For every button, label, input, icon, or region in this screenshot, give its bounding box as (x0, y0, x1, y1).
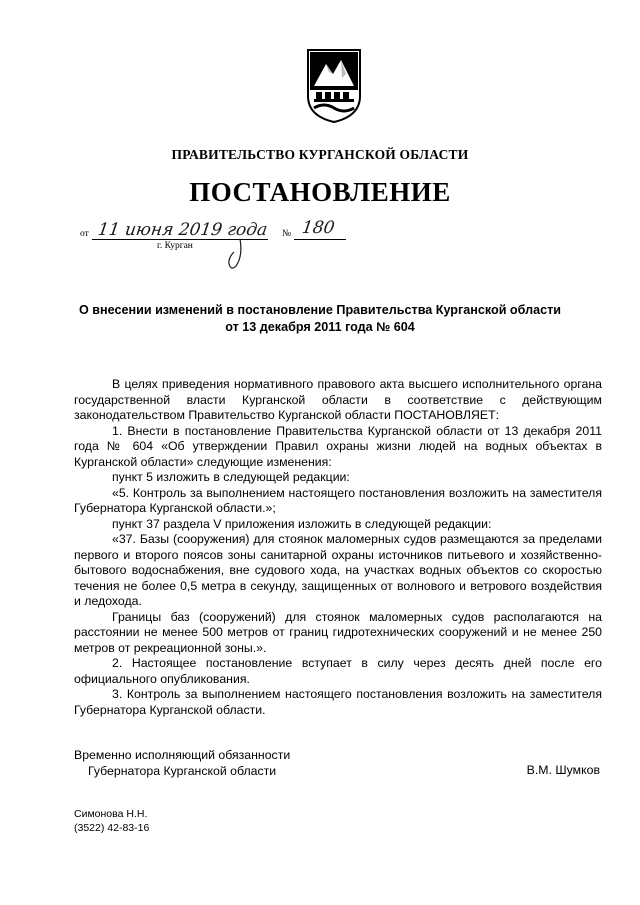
subject-line-1: О внесении изменений в постановление Правительства Курганской области (78, 303, 562, 317)
government-name: ПРАВИТЕЛЬСТВО КУРГАНСКОЙ ОБЛАСТИ (171, 147, 469, 162)
number-prefix: № (282, 229, 292, 239)
body-paragraph: Границы баз (сооружений) для стоянок маломерных судов располагаются на расстоянии не менее 500 метров от границ гидротехнических сооружений и не менее 250 метров от рекреационной зоны.». (74, 609, 602, 655)
body-paragraph: пункт 5 изложить в следующей редакции: (112, 470, 350, 484)
executor-name: Симонова Н.Н. (74, 808, 148, 820)
body-paragraph: В целях приведения нормативного правового акта высшего исполнительного органа государственной власти Курганской области в соответствие с действующим законодательством Правительство Курганской области ПОСТАНОВЛЯЕТ: (74, 377, 602, 422)
body-paragraph: 3. Контроль за выполнением настоящего постановления возложить на заместителя Губернатора Курганской области. (74, 687, 602, 717)
kurgan-region-coat-of-arms-icon (306, 48, 362, 124)
handwritten-date: 11 июня 2019 года (96, 220, 269, 240)
signer-name: В.М. Шумков (526, 763, 600, 777)
number-underline (294, 239, 346, 240)
body-paragraph: «37. Базы (сооружения) для стоянок маломерных судов размещаются за пределами первого и второго поясов зоны санитарной охраны источников питьевого и хозяйственно-бытового водоснабжения, вне судового хода, на участках водных объектов со скоростью течения не более 0,5 метра в секунду, защищенных от волнового и ветрового воздействия и ледохода. (74, 532, 602, 608)
signature-position-line-1: Временно исполняющий обязанности (74, 748, 291, 762)
document-subject (60, 302, 580, 335)
signature-position (74, 747, 290, 779)
date-prefix: от (80, 229, 89, 239)
body-paragraph: «5. Контроль за выполнением настоящего постановления возложить на заместителя Губернатора Курганской области.»; (74, 485, 602, 515)
body-paragraph: 2. Настоящее постановление вступает в силу через десять дней после его официального опубликования. (74, 656, 602, 686)
executor-contact (74, 808, 149, 835)
handwritten-date-descender-icon (224, 238, 250, 272)
document-body (74, 377, 602, 718)
subject-line-2: от 13 декабря 2011 года № 604 (225, 319, 415, 334)
executor-phone: (3522) 42-83-16 (74, 821, 150, 834)
signature-position-line-2: Губернатора Курганской области (88, 764, 277, 778)
body-paragraph: пункт 37 раздела V приложения изложить в следующей редакции: (112, 516, 492, 531)
body-paragraph: 1. Внести в постановление Правительства Курганской области от 13 декабря 2011 года № 604 «Об утверждении Правил охраны жизни людей на водных объектах в Курганской области» следующие изменения: (74, 423, 602, 469)
handwritten-number: 180 (300, 218, 336, 238)
document-type-title: ПОСТАНОВЛЕНИЕ (189, 177, 451, 207)
place-of-issue: г. Курган (157, 241, 193, 251)
